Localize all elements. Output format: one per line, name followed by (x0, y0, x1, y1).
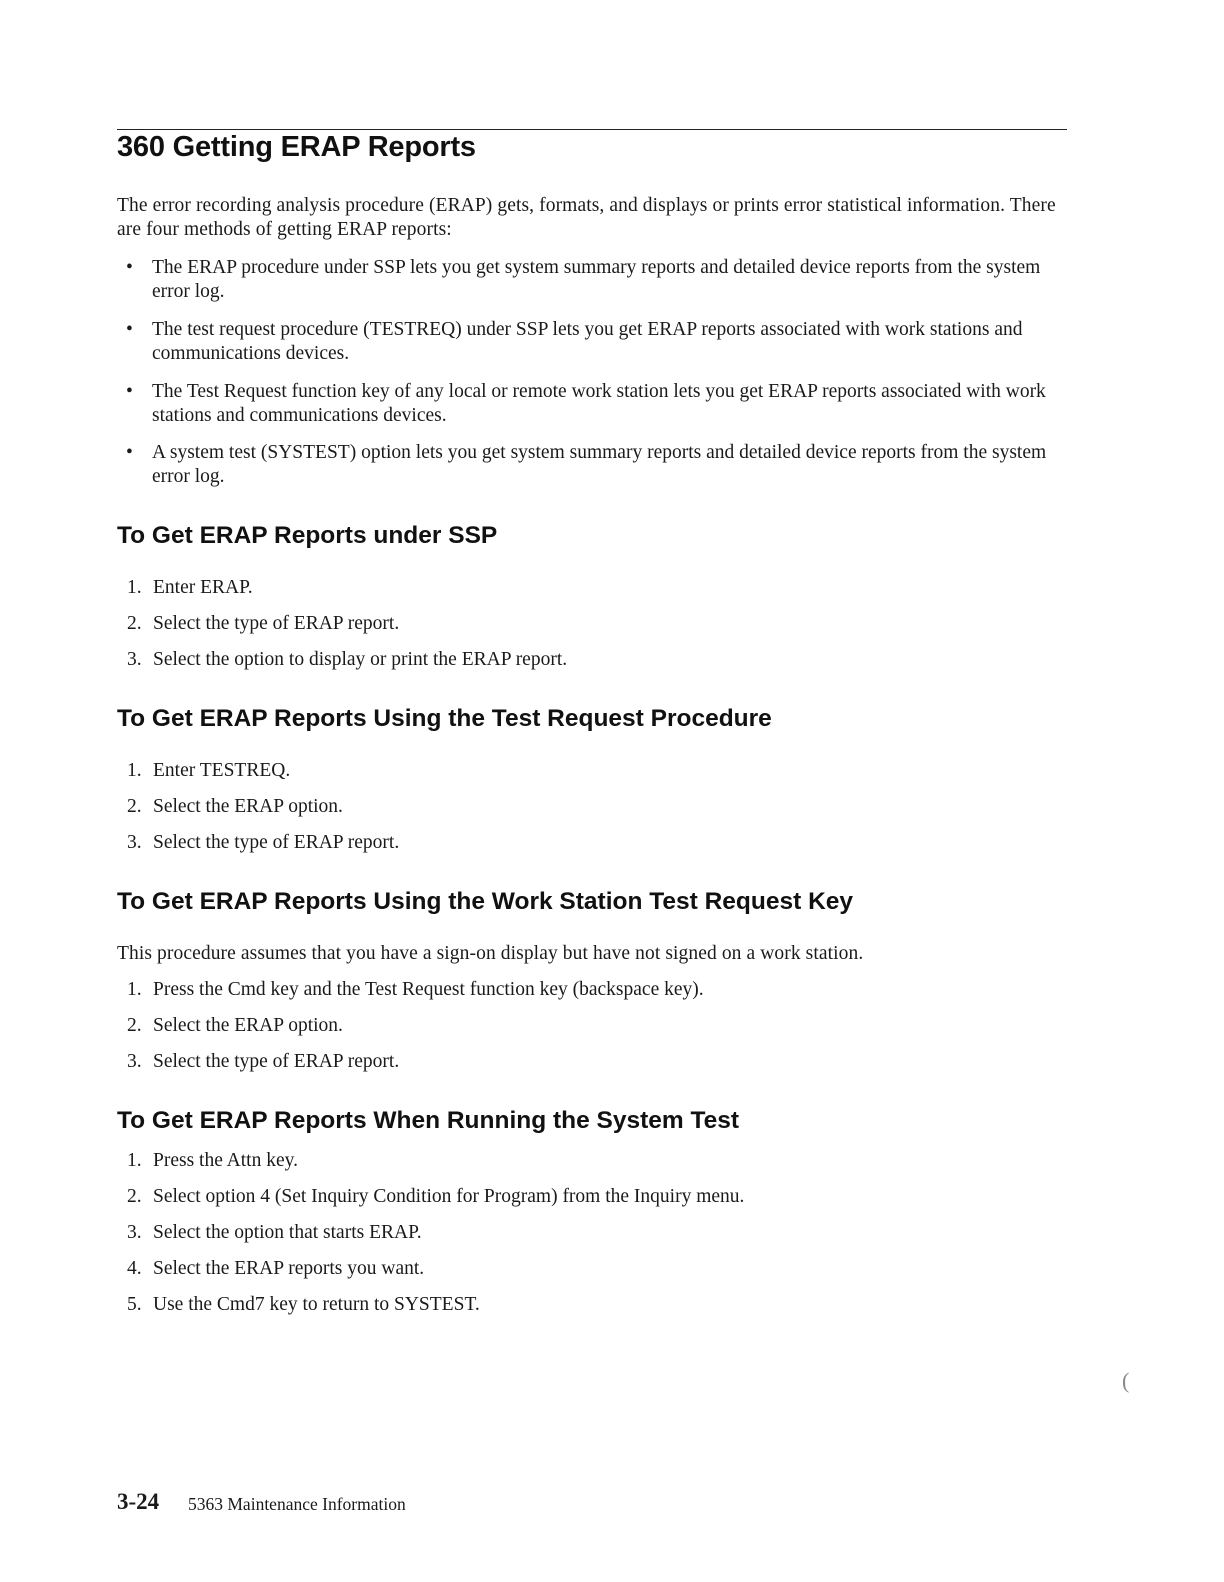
bullet-text: A system test (SYSTEST) option lets you get system summary reports and detailed device reports from the system error log. (152, 442, 1047, 487)
bullet-icon: • (126, 257, 133, 278)
step-number: 4. (127, 1258, 142, 1279)
step-number: 2. (127, 613, 142, 634)
step-number: 3. (127, 832, 142, 853)
bullet-text: The test request procedure (TESTREQ) under SSP lets you get ERAP reports associated with work stations and communications devices. (152, 319, 1023, 364)
step-number: 2. (127, 796, 142, 817)
step-text: Press the Attn key. (153, 1150, 298, 1171)
page-number: 3-24 (117, 1489, 160, 1514)
subsection-heading-testreq: To Get ERAP Reports Using the Test Request Procedure (117, 705, 772, 732)
step-text: Select option 4 (Set Inquiry Condition for Program) from the Inquiry menu. (153, 1186, 745, 1207)
step-number: 2. (127, 1186, 142, 1207)
step-number: 2. (127, 1015, 142, 1036)
subsection-heading-workstation: To Get ERAP Reports Using the Work Station Test Request Key (117, 888, 854, 915)
bullet-text: The Test Request function key of any local or remote work station lets you get ERAP reports associated with work stations and communications devices. (152, 381, 1046, 426)
step-text: Press the Cmd key and the Test Request function key (backspace key). (153, 979, 704, 1000)
step-number: 5. (127, 1294, 142, 1315)
subsection-heading-ssp: To Get ERAP Reports under SSP (117, 522, 498, 549)
intro-paragraph: The error recording analysis procedure (ERAP) gets, formats, and displays or prints error statistical information. There are four methods of getting ERAP reports: (117, 195, 1056, 240)
step-text: Select the type of ERAP report. (153, 1051, 400, 1072)
book-title: 5363 Maintenance Information (188, 1494, 406, 1514)
step-number: 1. (127, 1150, 142, 1171)
step-number: 1. (127, 760, 142, 781)
subsection-heading-systest: To Get ERAP Reports When Running the System Test (117, 1107, 740, 1134)
section-title: 360 Getting ERAP Reports (117, 131, 476, 163)
step-text: Enter ERAP. (153, 577, 253, 598)
step-text: Select the type of ERAP report. (153, 832, 400, 853)
section-top-rule (117, 129, 1067, 130)
step-number: 1. (127, 577, 142, 598)
step-number: 3. (127, 1051, 142, 1072)
procedure-note: This procedure assumes that you have a sign-on display but have not signed on a work station. (117, 943, 864, 964)
step-text: Select the ERAP option. (153, 1015, 343, 1036)
margin-paren-mark: ( (1122, 1368, 1130, 1393)
step-text: Select the ERAP option. (153, 796, 343, 817)
bullet-text: The ERAP procedure under SSP lets you get system summary reports and detailed device reports from the system error log. (152, 257, 1041, 302)
step-text: Select the type of ERAP report. (153, 613, 400, 634)
step-text: Select the option to display or print the ERAP report. (153, 649, 568, 670)
bullet-icon: • (126, 381, 133, 402)
step-text: Enter TESTREQ. (153, 760, 291, 781)
step-number: 3. (127, 649, 142, 670)
step-text: Select the option that starts ERAP. (153, 1222, 422, 1243)
step-text: Use the Cmd7 key to return to SYSTEST. (153, 1294, 480, 1315)
bullet-icon: • (126, 442, 133, 463)
step-number: 1. (127, 979, 142, 1000)
step-number: 3. (127, 1222, 142, 1243)
step-text: Select the ERAP reports you want. (153, 1258, 425, 1279)
bullet-icon: • (126, 319, 133, 340)
